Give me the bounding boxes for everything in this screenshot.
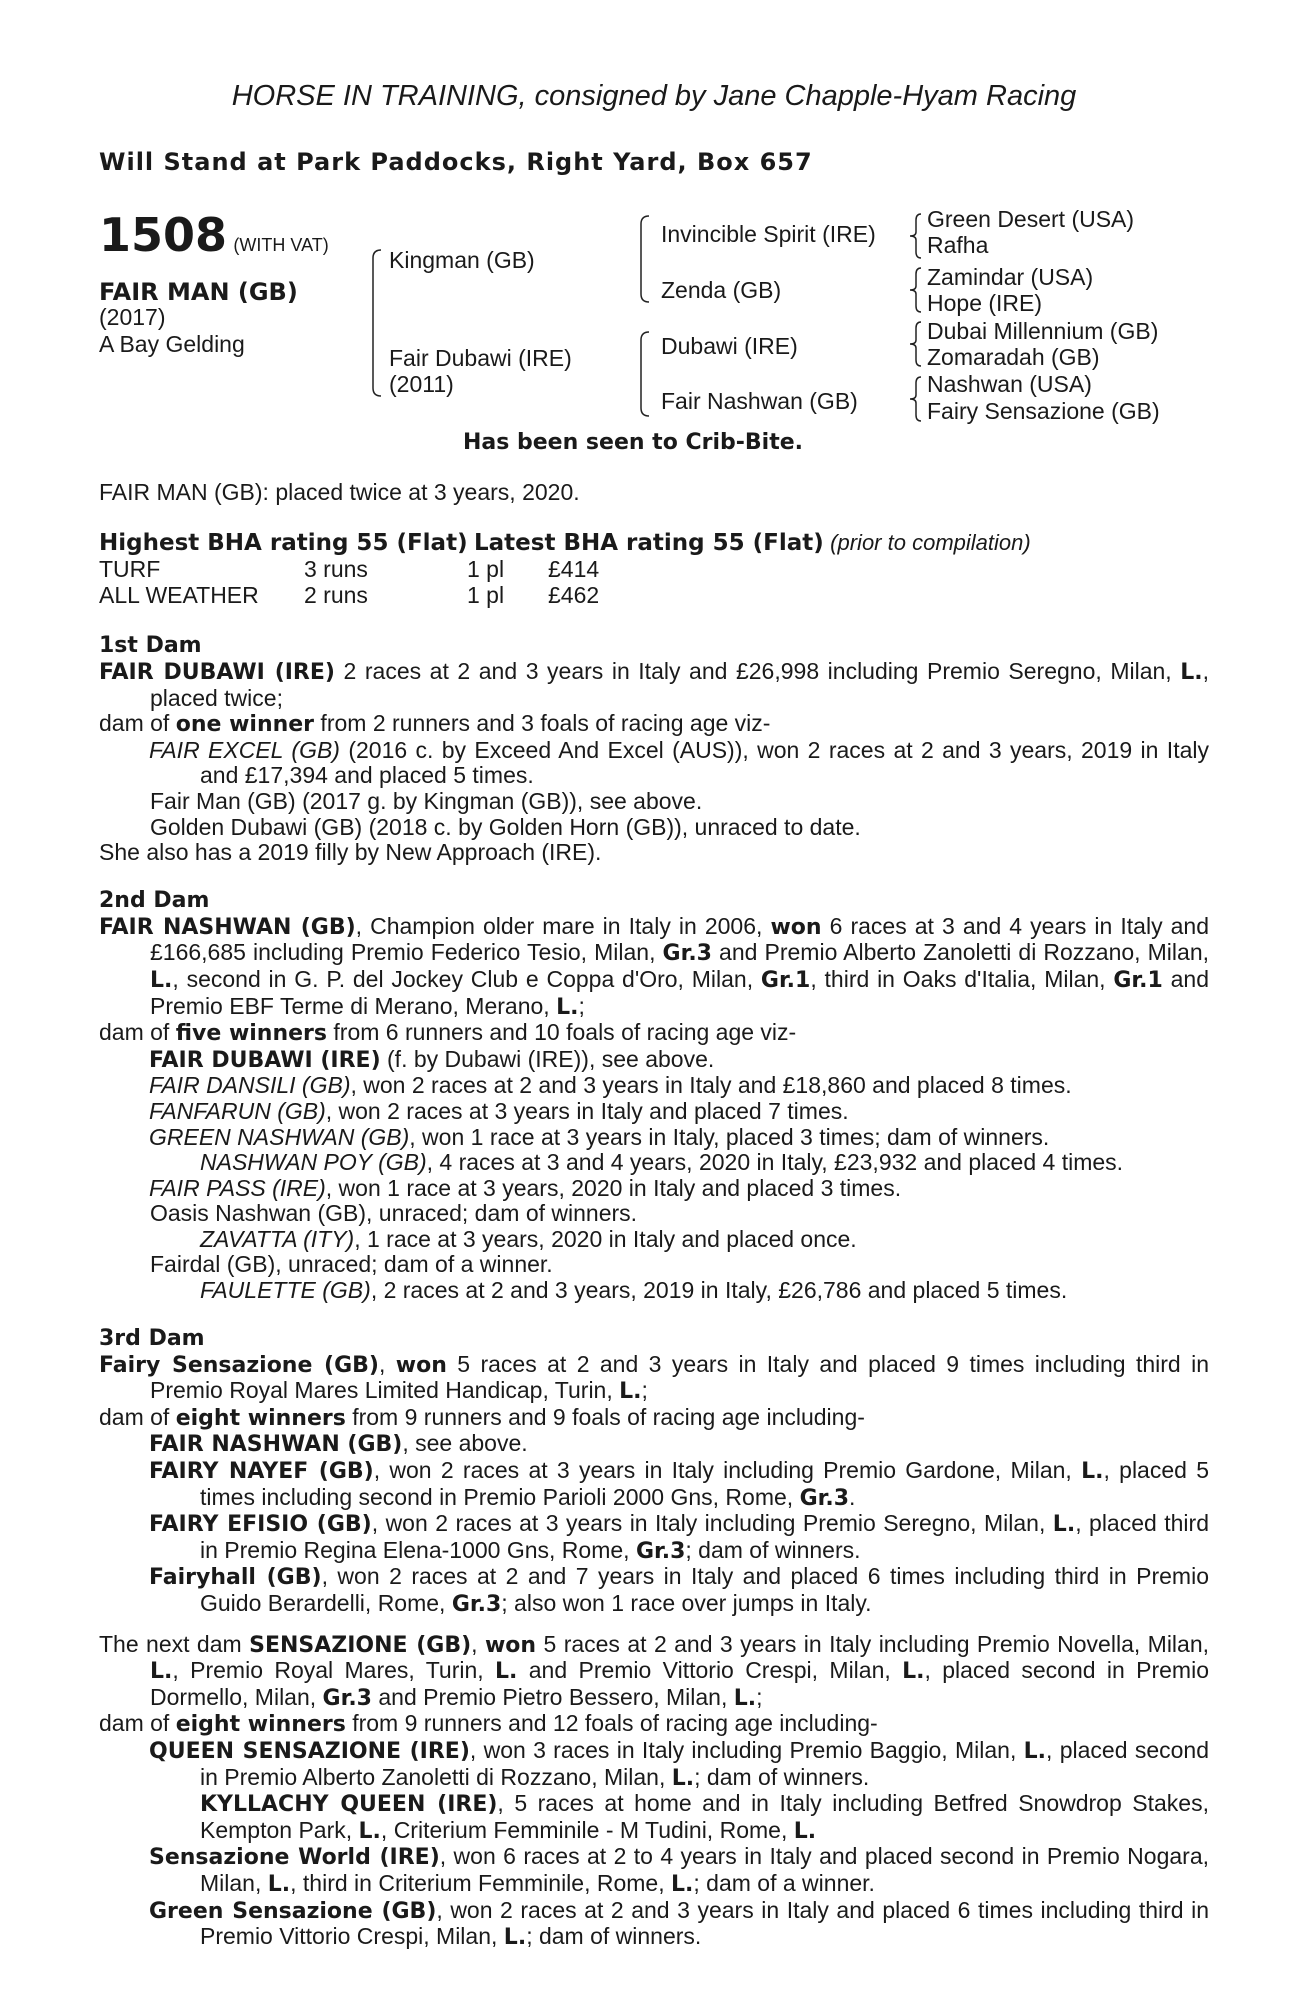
pedigree-bracket-2b: [637, 330, 651, 418]
pedigree-sds: Zamindar (USA): [927, 264, 1094, 290]
first-dam-also: She also has a 2019 filly by New Approach (IRE).: [99, 839, 602, 866]
produce-fair-dubawi: FAIR DUBAWI (IRE) (f. by Dubawi (IRE)), see above.: [149, 1045, 715, 1073]
produce-green-sensazione: Green Sensazione (GB), won 2 races at 2 and 3 years in Italy and placed 6 times including third in Premio Vittorio Crespi, Milan, L.; dam of winners.: [149, 1896, 1209, 1951]
vat-note: (WITH VAT): [233, 235, 329, 255]
produce-green-nashwan: GREEN NASHWAN (GB), won 1 race at 3 years in Italy, placed 3 times; dam of winners.: [149, 1123, 1050, 1150]
pedigree-dam-dam: Fair Nashwan (GB): [661, 388, 858, 414]
bha-highest: Highest BHA rating 55 (Flat): [99, 530, 468, 556]
produce-fanfarun: FANFARUN (GB), won 2 races at 3 years in Italy and placed 7 times.: [149, 1097, 849, 1124]
record-runs: 3 runs: [304, 556, 368, 582]
third-dam-produce-line: dam of eight winners from 9 runners and 9 foals of racing age including-: [99, 1403, 865, 1431]
third-dam-heading: 3rd Dam: [99, 1325, 205, 1351]
family-notes: [99, 633, 1209, 1951]
third-dam-record: Fairy Sensazione (GB), won 5 races at 2 and 3 years in Italy and placed 9 times including third in Premio Royal Mares Limited Handicap, Turin, L.;: [99, 1350, 1210, 1405]
record-placings: 1 pl: [467, 581, 505, 608]
record-placings: 1 pl: [467, 556, 505, 582]
pedigree-bracket-3d: [907, 375, 923, 423]
produce-fair-man: Fair Man (GB) (2017 g. by Kingman (GB)), see above.: [150, 787, 703, 814]
produce-golden-dubawi: Golden Dubawi (GB) (2018 c. by Golden Horn (GB)), unraced to date.: [150, 813, 861, 840]
bha-rating: [99, 530, 1031, 557]
next-dam-produce-line: dam of eight winners from 9 runners and 12 foals of racing age including-: [99, 1710, 878, 1738]
lot-number-block: [99, 210, 329, 260]
crib-bite-note: Has been seen to Crib-Bite.: [463, 430, 803, 455]
second-dam-heading: 2nd Dam: [99, 887, 210, 913]
consignor-header: HORSE IN TRAINING, consigned by Jane Chapple-Hyam Racing: [231, 80, 1077, 112]
pedigree-bracket-2a: [637, 214, 651, 304]
produce-fairyhall: Fairyhall (GB), won 2 races at 2 and 7 years in Italy and placed 6 times including third in Premio Guido Berardelli, Rome, Gr.3; also won 1 race over jumps in Italy.: [149, 1563, 1209, 1617]
pedigree-ddd: Fairy Sensazione (GB): [927, 398, 1160, 424]
pedigree-bracket-1: [369, 248, 383, 398]
pedigree-ssd: Rafha: [927, 232, 989, 258]
pedigree-sss: Green Desert (USA): [927, 206, 1135, 232]
horse-year: (2017): [99, 304, 166, 330]
produce-fair-pass: FAIR PASS (IRE), won 1 race at 3 years, 2020 in Italy and placed 3 times.: [149, 1174, 902, 1201]
record-surface: ALL WEATHER: [99, 581, 259, 608]
pedigree-dam-year: (2011): [389, 371, 454, 397]
lot-number: 1508: [99, 208, 228, 262]
produce-fairy-efisio: FAIRY EFISIO (GB), won 2 races at 3 years in Italy including Premio Seregno, Milan, L., placed third in Premio Regina Elena-1000 Gns, Rome, Gr.3; dam of winners.: [149, 1510, 1209, 1564]
record-surface: TURF: [99, 556, 161, 582]
grandproduce-faulette: FAULETTE (GB), 2 races at 2 and 3 years, 2019 in Italy, £26,786 and placed 5 times.: [200, 1277, 1068, 1304]
produce-fair-nashwan: FAIR NASHWAN (GB), see above.: [149, 1430, 528, 1458]
grandproduce-kyllachy-queen: KYLLACHY QUEEN (IRE), 5 races at home and in Italy including Betfred Snowdrop Stakes, Kempton Park, L., Criterium Femminile - M Tudini, Rome, L.: [200, 1790, 1209, 1844]
pedigree-dsd: Zomaradah (GB): [927, 344, 1100, 370]
grandproduce-zavatta: ZAVATTA (ITY), 1 race at 3 years, 2020 in Italy and placed once.: [200, 1225, 857, 1252]
record-prize: £462: [548, 581, 600, 608]
pedigree-sire-sire: Invincible Spirit (IRE): [661, 221, 876, 247]
first-dam-heading: 1st Dam: [99, 633, 202, 658]
first-dam-produce-line: dam of one winner from 2 runners and 3 foals of racing age viz-: [99, 710, 771, 738]
pedigree-dds: Nashwan (USA): [927, 371, 1092, 397]
pedigree-bracket-3a: [907, 212, 923, 260]
pedigree-sire-dam: Zenda (GB): [661, 277, 782, 303]
produce-fairdal: Fairdal (GB), unraced; dam of a winner.: [150, 1251, 553, 1278]
produce-fair-dansili: FAIR DANSILI (GB), won 2 races at 2 and 3 years in Italy and £18,860 and placed 8 times.: [149, 1072, 1072, 1099]
second-dam-record: FAIR NASHWAN (GB), Champion older mare in Italy in 2006, won 6 races at 3 and 4 years in Italy and £166,685 including Premio Federico Tesio, Milan, Gr.3 and Premio Alberto Zanoletti di Rozzano, Milan, L., second in G. P. del Jockey Club e Coppa d'Oro, Milan, Gr.1, third in Oaks d'Italia, Milan, Gr.1 and Premio EBF Terme di Merano, Merano, L.;: [99, 912, 1210, 1020]
pedigree-dam-sire: Dubawi (IRE): [661, 333, 798, 359]
pedigree-sire: Kingman (GB): [389, 247, 535, 273]
next-dam-record: The next dam SENSAZIONE (GB), won 5 races at 2 and 3 years in Italy including Premio Novella, Milan, L., Premio Royal Mares, Turin, L. and Premio Vittorio Crespi, Milan, L., placed second in Premio Dormello, Milan, Gr.3 and Premio Pietro Bessero, Milan, L.;: [99, 1630, 1210, 1711]
second-dam-produce-line: dam of five winners from 6 runners and 10 foals of racing age viz-: [99, 1019, 797, 1047]
placed-summary: FAIR MAN (GB): placed twice at 3 years, 2020.: [99, 479, 580, 505]
produce-queen-sensazione: QUEEN SENSAZIONE (IRE), won 3 races in Italy including Premio Baggio, Milan, L., placed second in Premio Alberto Zanoletti di Rozzano, Milan, L.; dam of winners.: [149, 1736, 1209, 1791]
produce-sensazione-world: Sensazione World (IRE), won 6 races at 2 to 4 years in Italy and placed second in Premio Nogara, Milan, L., third in Criterium Femminile, Rome, L.; dam of a winner.: [149, 1843, 1209, 1897]
produce-fair-excel: FAIR EXCEL (GB) (2016 c. by Exceed And Excel (AUS)), won 2 races at 2 and 3 years, 2019 in Italy and £17,394 and placed 5 times.: [149, 736, 1209, 789]
record-prize: £414: [548, 556, 600, 582]
first-dam-record: FAIR DUBAWI (IRE) 2 races at 2 and 3 years in Italy and £26,998 including Premio Seregno, Milan, L., placed twice;: [99, 658, 1210, 711]
stand-location: Will Stand at Park Paddocks, Right Yard, Box 657: [99, 148, 813, 176]
pedigree-dss: Dubai Millennium (GB): [927, 318, 1159, 344]
record-runs: 2 runs: [304, 581, 368, 608]
pedigree-dam: Fair Dubawi (IRE): [389, 345, 572, 371]
bha-latest: Latest BHA rating 55 (Flat): [473, 530, 824, 556]
produce-oasis-nashwan: Oasis Nashwan (GB), unraced; dam of winners.: [150, 1200, 638, 1227]
bha-note: (prior to compilation): [830, 530, 1031, 555]
pedigree-sdd: Hope (IRE): [927, 290, 1043, 316]
grandproduce-nashwan-poy: NASHWAN POY (GB), 4 races at 3 and 4 years, 2020 in Italy, £23,932 and placed 4 times.: [200, 1149, 1124, 1176]
produce-fairy-nayef: FAIRY NAYEF (GB), won 2 races at 3 years in Italy including Premio Gardone, Milan, L., placed 5 times including second in Premio Parioli 2000 Gns, Rome, Gr.3.: [149, 1457, 1209, 1511]
pedigree-bracket-3c: [907, 320, 923, 368]
horse-description: A Bay Gelding: [99, 331, 245, 357]
horse-name: FAIR MAN (GB): [99, 278, 298, 306]
pedigree-bracket-3b: [907, 266, 923, 314]
